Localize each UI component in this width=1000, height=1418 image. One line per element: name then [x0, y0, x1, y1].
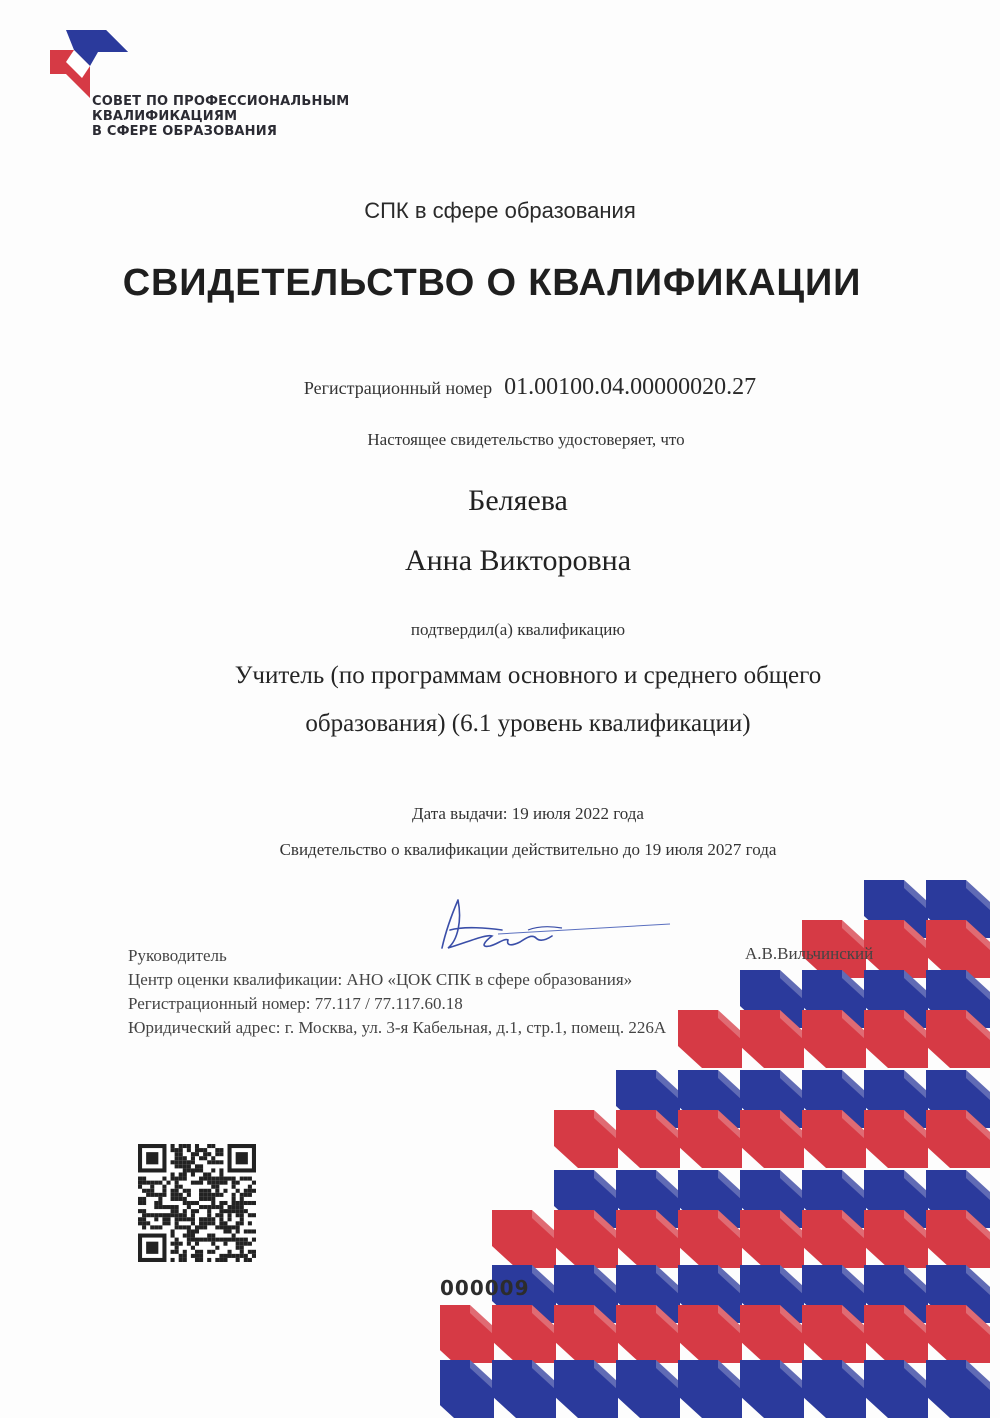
center-registration: Регистрационный номер: 77.117 / 77.117.60.18 [128, 994, 463, 1013]
head-name: А.В.Вильчинский [745, 944, 874, 963]
registration-number: 01.00100.04.00000020.27 [504, 374, 757, 400]
pattern-tile [492, 1210, 556, 1268]
pattern-tile [554, 1360, 618, 1418]
holder-given-names: Анна Викторовна [404, 544, 632, 577]
spk-logo-icon [46, 26, 136, 102]
assessment-center: Центр оценки квалификации: АНО «ЦОК СПК в сфере образования» [128, 970, 633, 989]
document-title: СВИДЕТЕЛЬСТВО О КВАЛИФИКАЦИИ [122, 262, 862, 304]
document-subtitle: СПК в сфере образования [364, 198, 636, 223]
registration-label: Регистрационный номер [303, 378, 493, 398]
pattern-tile [440, 1360, 494, 1418]
pattern-tile [554, 1110, 618, 1168]
pattern-tile [926, 1360, 990, 1418]
pattern-tile [678, 1010, 742, 1068]
pattern-tile [740, 1360, 804, 1418]
issue-date: Дата выдачи: 19 июля 2022 года [412, 804, 644, 823]
pattern-tile [616, 1360, 680, 1418]
org-name-line-1: СОВЕТ ПО ПРОФЕССИОНАЛЬНЫМ [92, 94, 350, 109]
confirmed-text: подтвердил(а) квалификацию [410, 620, 626, 639]
qualification-line-2: образования) (6.1 уровень квалификации) [305, 710, 751, 737]
head-label: Руководитель [128, 946, 227, 965]
certifies-text: Настоящее свидетельство удостоверяет, что [367, 430, 685, 449]
organization-name [92, 94, 349, 139]
registration-line [30, 374, 1000, 401]
pattern-tile [802, 1360, 866, 1418]
validity-date: Свидетельство о квалификации действительно до 19 июля 2027 года [279, 840, 777, 859]
qr-code-icon [138, 1144, 256, 1262]
pattern-tile [678, 1360, 742, 1418]
serial-number: 000009 [440, 1276, 530, 1300]
org-name-line-2: КВАЛИФИКАЦИЯМ [92, 109, 238, 124]
legal-address: Юридический адрес: г. Москва, ул. 3-я Кабельная, д.1, стр.1, помещ. 226А [128, 1018, 667, 1037]
pattern-tile [492, 1360, 556, 1418]
pattern-tile [440, 1305, 494, 1363]
holder-surname: Беляева [468, 484, 568, 517]
qualification-line-1: Учитель (по программам основного и среднего общего [234, 662, 822, 689]
signature-image [428, 890, 678, 960]
pattern-tile [864, 1360, 928, 1418]
org-name-line-3: В СФЕРЕ ОБРАЗОВАНИЯ [92, 124, 278, 139]
